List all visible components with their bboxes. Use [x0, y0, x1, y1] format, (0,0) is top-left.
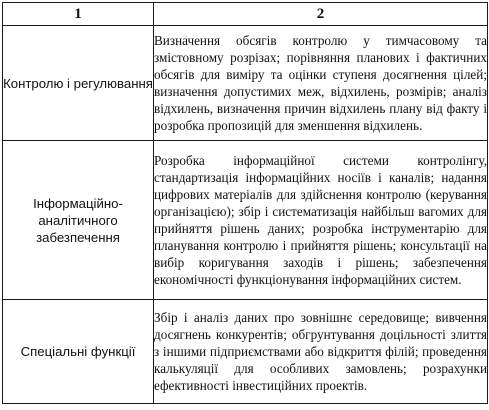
function-description-cell: [154, 26, 488, 141]
function-name-cell: Спеціальні функції: [3, 300, 154, 404]
table-row: [3, 141, 488, 300]
table-row: [3, 26, 488, 141]
function-description-cell: [154, 141, 488, 300]
function-description-text: Визначення обсягів контролю у тимчасовому та змістовному розрізах; порівняння планових і фактичних обсягів для виміру та оцінки ступеня досягнення цілей; визначення допустимих меж, відхилень, розмірів; аналіз відхилень, визначення причин відхилень плану від факту і розробка пропозицій для зменшення відхилень.: [154, 33, 487, 133]
function-description-text: Розробка інформаційної системи контролінгу, стандартизація інформаційних носіїв і каналів; надання цифрових матеріалів для здійснення контролю (керування організацією); збір і систематизація найбільш вагомих для прийняття рішень даних; розробка інструментарію для планування контролю і прийняття рішень; консультації на вибір коригування заходів і рішень; забезпечення економічності функціонування інформаційних систем.: [154, 153, 487, 287]
column-header-2: 2: [154, 3, 488, 26]
functions-table: [2, 2, 488, 404]
document-page: [2, 2, 487, 406]
function-description-text: Збір і аналіз даних про зовнішнє середовище; вивчення досягнень конкурентів; обгрунтування доцільності злиття з іншими підприємствами або відкриття філій; проведення калькуляції для особливих замовлень; розрахунки ефективності інвестиційних проектів.: [154, 310, 487, 393]
function-name-cell: Інформаційно-аналітичного забезпечення: [3, 141, 154, 300]
function-description-cell: [154, 300, 488, 404]
table-row: [3, 300, 488, 404]
table-header-row: [3, 3, 488, 26]
column-header-1: 1: [3, 3, 154, 26]
function-name-cell: Контролю і регулювання: [3, 26, 154, 141]
